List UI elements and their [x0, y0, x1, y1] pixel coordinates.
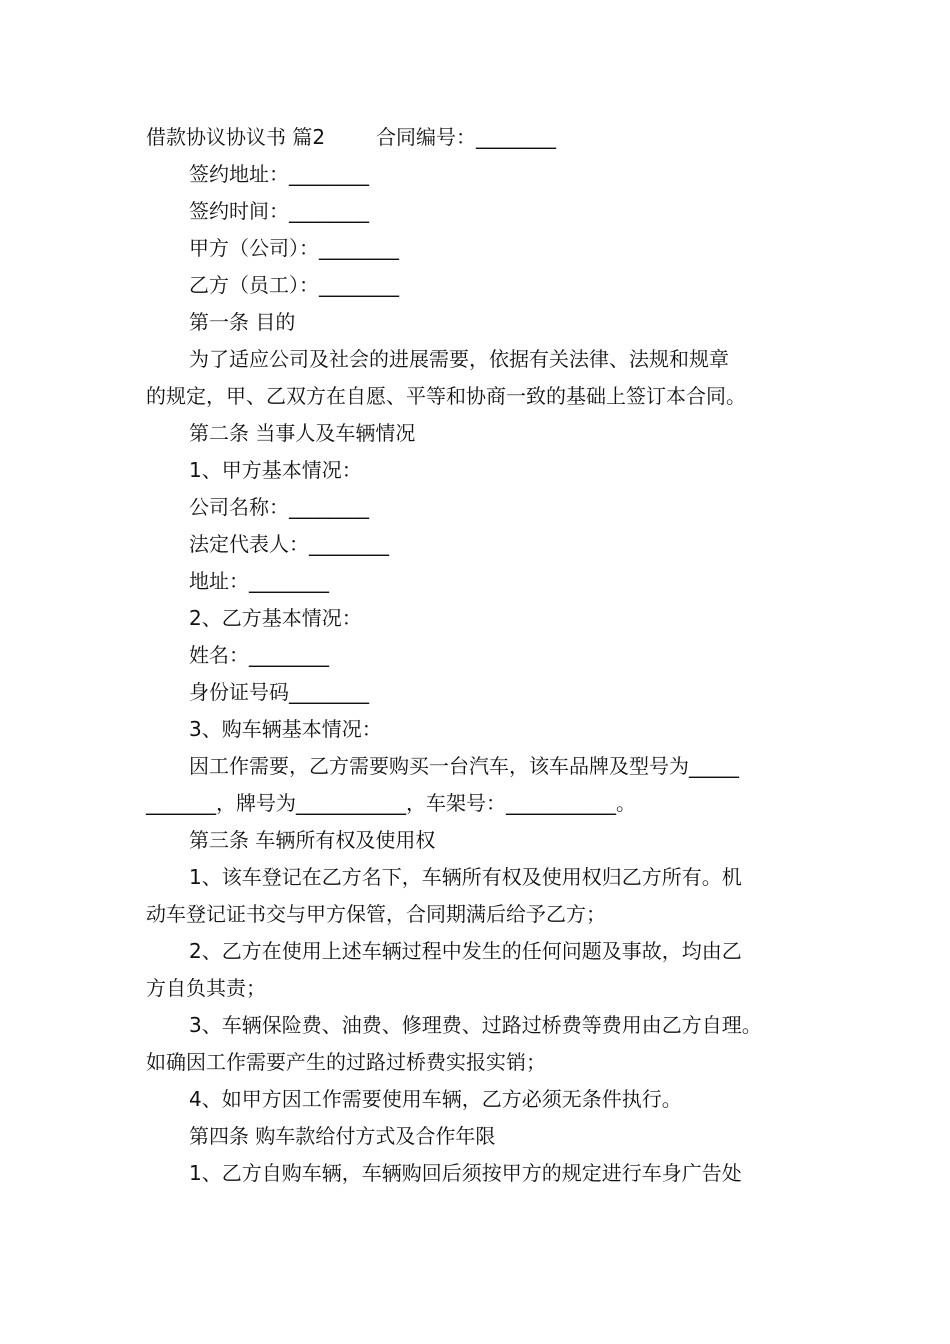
list-item: 2、乙方基本情况：	[189, 606, 362, 630]
paragraph-line: 动车登记证书交与甲方保管，合同期满后给予乙方；	[146, 902, 606, 926]
paragraph-line: 的规定，甲、乙双方在自愿、平等和协商一致的基础上签订本合同。	[146, 384, 746, 408]
paragraph-line: _______，牌号为___________，车架号：___________。	[146, 791, 636, 815]
article-3-heading: 第三条 车辆所有权及使用权	[189, 828, 436, 852]
party-a-line: 甲方（公司）：________	[189, 236, 399, 260]
name-line: 姓名：________	[189, 643, 329, 667]
article-1-heading: 第一条 目的	[189, 310, 296, 334]
paragraph-line: 如确因工作需要产生的过路过桥费实报实销；	[146, 1050, 546, 1074]
paragraph-line: 1、乙方自购车辆，车辆购回后须按甲方的规定进行车身广告处	[189, 1161, 742, 1185]
article-2-heading: 第二条 当事人及车辆情况	[189, 421, 416, 445]
article-4-heading: 第四条 购车款给付方式及合作年限	[189, 1124, 496, 1148]
paragraph-line: 方自负其责；	[146, 976, 266, 1000]
company-name-line: 公司名称：________	[189, 495, 369, 519]
paragraph-line: 2、乙方在使用上述车辆过程中发生的任何问题及事故，均由乙	[189, 939, 742, 963]
paragraph-line: 3、车辆保险费、油费、修理费、过路过桥费等费用由乙方自理。	[189, 1013, 762, 1037]
id-number-line: 身份证号码________	[189, 680, 369, 704]
paragraph-line: 4、如甲方因工作需要使用车辆，乙方必须无条件执行。	[189, 1087, 682, 1111]
address-line: 地址：________	[189, 569, 329, 593]
legal-representative-line: 法定代表人：________	[189, 532, 389, 556]
paragraph-line: 1、该车登记在乙方名下，车辆所有权及使用权归乙方所有。机	[189, 865, 742, 889]
paragraph-line: 因工作需要，乙方需要购买一台汽车，该车品牌及型号为_____	[189, 754, 739, 778]
party-b-line: 乙方（员工）：________	[189, 273, 399, 297]
signing-time-line: 签约时间：________	[189, 199, 369, 223]
paragraph-line: 为了适应公司及社会的进展需要，依据有关法律、法规和规章	[189, 347, 729, 371]
document-title-line: 借款协议协议书 篇2 合同编号：________	[146, 125, 556, 149]
list-item: 3、购车辆基本情况：	[189, 717, 382, 741]
signing-address-line: 签约地址：________	[189, 162, 369, 186]
list-item: 1、甲方基本情况：	[189, 458, 362, 482]
